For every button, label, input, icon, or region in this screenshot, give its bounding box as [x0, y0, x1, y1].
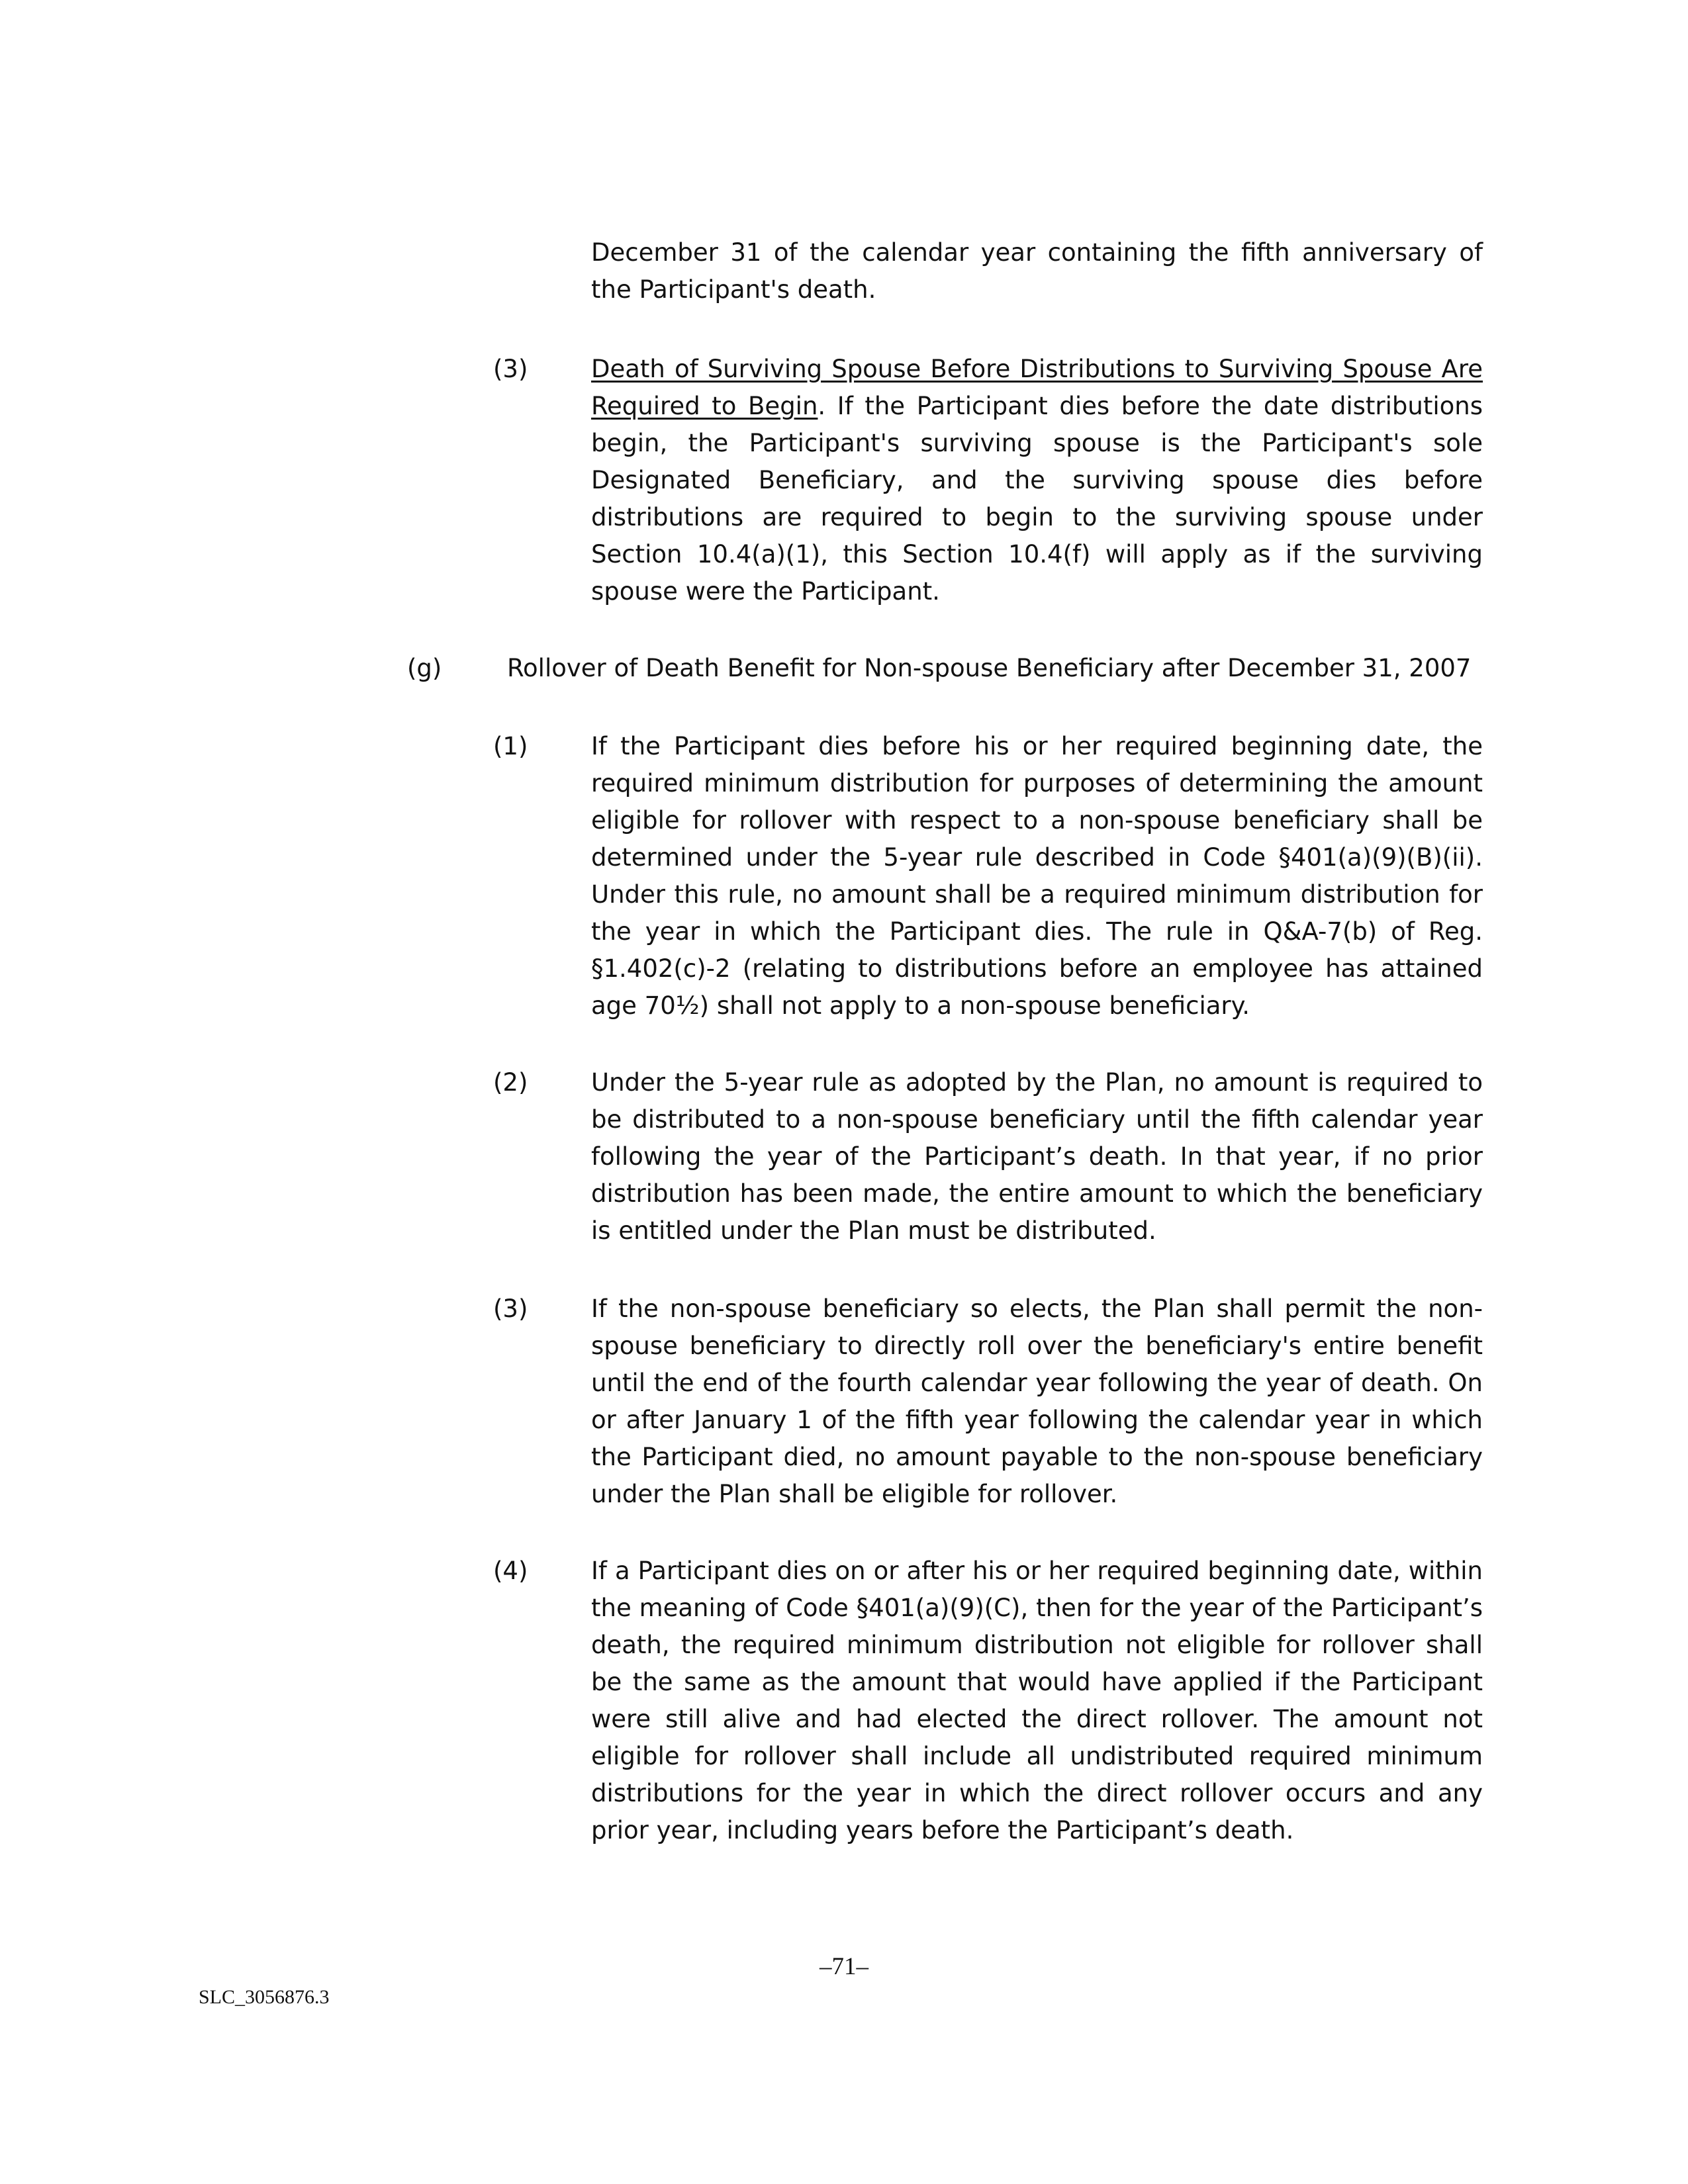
- section-g-marker: (g): [407, 654, 442, 682]
- continuation-paragraph: [591, 234, 1483, 308]
- section-g-item-3-marker: (3): [493, 1295, 528, 1323]
- section-g-item-3: [591, 1291, 1483, 1513]
- item-f3-paragraph: [591, 351, 1483, 610]
- section-g-item-4-marker: (4): [493, 1557, 528, 1585]
- continuation-text: December 31 of the calendar year containing the fifth anniversary of the Participant's death.: [591, 238, 1483, 304]
- item-f3-text: If the Participant dies before the date distributions begin, the Participant's surviving spouse is the Participant's sole Designated Beneficiary, and the surviving spouse dies before distributions are required to begin to the surviving spouse under Section 10.4(a)(1), this Section 10.4(f) will apply as if the surviving spouse were the Participant.: [591, 392, 1483, 606]
- section-g-item-2-text: Under the 5-year rule as adopted by the Plan, no amount is required to be distributed to a non-spouse beneficiary until the fifth calendar year following the year of the Participant’s death. In that year, if no prior distribution has been made, the entire amount to which the beneficiary is entitled under the Plan must be distributed.: [591, 1068, 1483, 1245]
- section-g-item-2-marker: (2): [493, 1068, 528, 1097]
- section-g-item-4: [591, 1553, 1483, 1849]
- document-id: SLC_3056876.3: [199, 1986, 330, 2008]
- item-f3-heading: Death of Surviving Spouse Before Distributions to Surviving Spouse Are Required to Begin: [591, 355, 1483, 420]
- section-g-title: Rollover of Death Benefit for Non-spouse Beneficiary after December 31, 2007: [507, 654, 1472, 682]
- section-g-item-4-text: If a Participant dies on or after his or her required beginning date, within the meaning of Code §401(a)(9)(C), then for the year of the Participant’s death, the required minimum distribution not eligible for rollover shall be the same as the amount that would have applied if the Participant were still alive and had elected the direct rollover. The amount not eligible for rollover shall include all undistributed required minimum distributions for the year in which the direct rollover occurs and any prior year, including years before the Participant’s death.: [591, 1557, 1483, 1844]
- section-g-item-1-marker: (1): [493, 732, 528, 760]
- section-g-item-3-text: If the non-spouse beneficiary so elects, the Plan shall permit the non-spouse beneficiary to directly roll over the beneficiary's entire benefit until the end of the fourth calendar year following the year of death. On or after January 1 of the fifth year following the calendar year in which the Participant died, no amount payable to the non-spouse beneficiary under the Plan shall be eligible for rollover.: [591, 1295, 1483, 1508]
- section-g-item-1-text: If the Participant dies before his or her required beginning date, the required minimum distribution for purposes of determining the amount eligible for rollover with respect to a non-spouse beneficiary shall be determined under the 5-year rule described in Code §401(a)(9)(B)(ii). Under this rule, no amount shall be a required minimum distribution for the year in which the Participant dies. The rule in Q&A-7(b) of Reg. §1.402(c)-2 (relating to distributions before an employee has attained age 70½) shall not apply to a non-spouse beneficiary.: [591, 732, 1483, 1020]
- page-number: –71–: [820, 1953, 868, 1980]
- section-g-item-1: [591, 728, 1483, 1024]
- item-f3-heading-end: .: [818, 392, 826, 420]
- item-f3-marker: (3): [493, 355, 528, 383]
- section-g-item-2: [591, 1064, 1483, 1250]
